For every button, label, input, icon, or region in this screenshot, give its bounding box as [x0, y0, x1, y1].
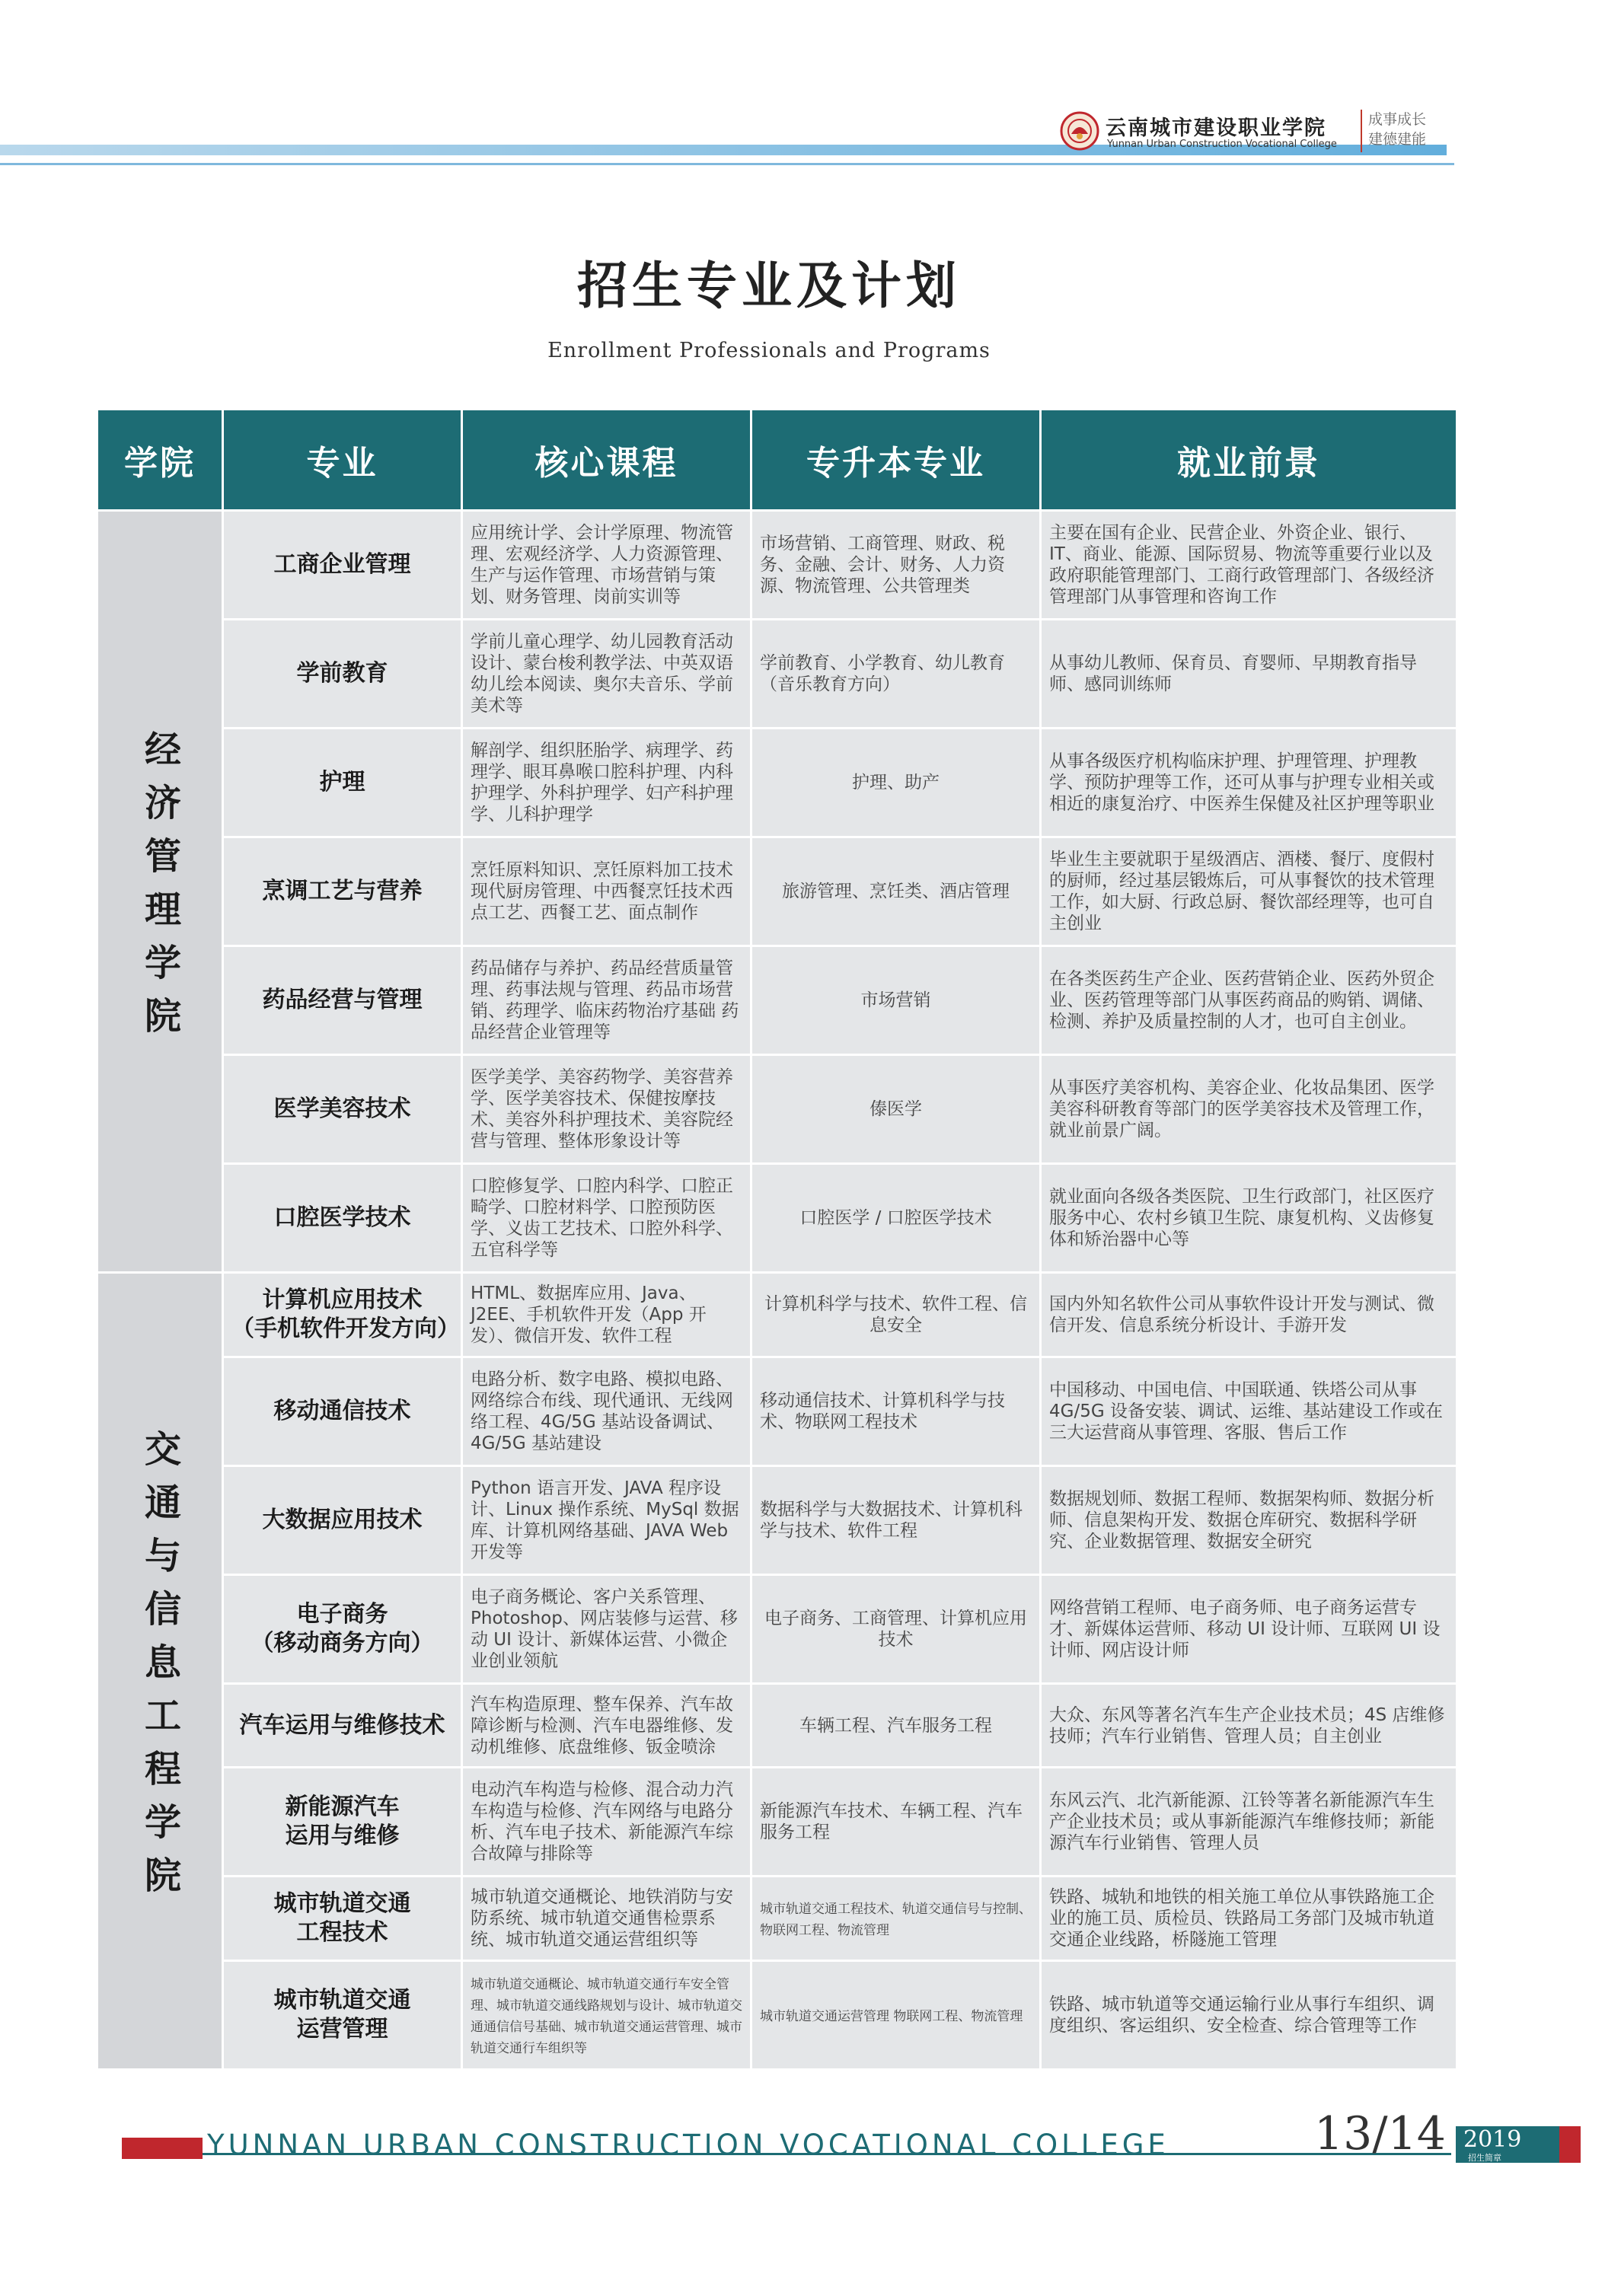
major-text: 城市轨道交通 运营管理: [273, 1986, 411, 2042]
footer-college-name: YUNNAN URBAN CONSTRUCTION VOCATIONAL COLLEGE: [207, 2129, 1169, 2161]
page-title: 招生专业及计划: [577, 257, 961, 315]
major-cell: [223, 1877, 462, 1960]
upgrade-major-cell: [751, 1055, 1041, 1164]
upgrade-major-cell: [751, 1683, 1041, 1767]
college-cell: [97, 511, 223, 1273]
college-logo-block: [1060, 108, 1456, 161]
upgrade-major-text: 新能源汽车技术、车辆工程、汽车服务工程: [760, 1801, 1023, 1843]
core-courses-cell: [462, 1465, 751, 1574]
major-text: 药品经营与管理: [262, 987, 423, 1014]
table-row: [97, 1357, 1457, 1465]
upgrade-major-text: 移动通信技术、计算机科学与技术、物联网工程技术: [760, 1390, 1005, 1432]
college-name-en: Yunnan Urban Construction Vocational College: [1107, 139, 1337, 150]
upgrade-major-cell: [751, 1574, 1041, 1683]
core-courses-text: 电子商务概论、客户关系管理、Photoshop、网店装修与运营、移动 UI 设计、新媒体运营、小微企业创业领航: [471, 1586, 738, 1671]
major-cell: [223, 1465, 462, 1574]
core-courses-cell: [462, 1574, 751, 1683]
career-prospects-text: 毕业生主要就职于星级酒店、酒楼、餐厅、度假村的厨师，经过基层锻炼后，可从事餐饮的技术管理工作，如大厨、行政总厨、餐饮部经理等，也可自主创业: [1049, 850, 1434, 934]
major-text: 医学美容技术: [273, 1095, 411, 1123]
career-prospects-cell: [1041, 511, 1457, 620]
core-courses-cell: [462, 837, 751, 946]
year-badge: [1456, 2126, 1559, 2163]
upgrade-major-cell: [751, 1357, 1041, 1465]
core-courses-text: 药品储存与养护、药品经营质量管理、药事法规与管理、药品市场营销、药理学、临床药物治疗基础 药品经营企业管理等: [471, 958, 739, 1043]
career-prospects-text: 从事各级医疗机构临床护理、护理管理、护理教学、预防护理等工作，还可从事与护理专业相关或相近的康复治疗、中医养生保健及社区护理等职业: [1049, 751, 1434, 815]
upgrade-major-text: 城市轨道交通运营管理 物联网工程、物流管理: [760, 2008, 1023, 2024]
career-prospects-text: 从事幼儿教师、保育员、育婴师、早期教育指导师、感同训练师: [1049, 653, 1417, 695]
core-courses-text: 城市轨道交通概论、地铁消防与安防系统、城市轨道交通售检票系统、城市轨道交通运营组织等: [471, 1887, 733, 1950]
header-rule: [0, 163, 1454, 165]
enrollment-table: [96, 408, 1458, 2071]
core-courses-text: 学前儿童心理学、幼儿园教育活动设计、蒙台梭利教学法、中英双语幼儿绘本阅读、奥尔夫音乐、学前美术等: [471, 632, 733, 716]
major-text: 学前教育: [296, 660, 388, 687]
core-courses-cell: [462, 1768, 751, 1877]
table-row: [97, 1683, 1457, 1767]
upgrade-major-text: 车辆工程、汽车服务工程: [799, 1715, 992, 1736]
major-text: 大数据应用技术: [262, 1506, 423, 1533]
table-row: [97, 1273, 1457, 1357]
upgrade-major-cell: [751, 946, 1041, 1055]
header-college: 学院: [97, 410, 223, 511]
major-text: 护理: [319, 769, 365, 796]
career-prospects-text: 数据规划师、数据工程师、数据架构师、数据分析师、信息架构开发、数据仓库研究、数据科学研究、企业数据管理、数据安全研究: [1049, 1488, 1434, 1551]
major-text: 工商企业管理: [273, 551, 411, 579]
upgrade-major-cell: [751, 1164, 1041, 1273]
upgrade-major-cell: [751, 511, 1041, 620]
career-prospects-text: 网络营销工程师、电子商务师、电子商务运营专才、新媒体运营师、移动 UI 设计师、互联网 UI 设计师、网店设计师: [1049, 1597, 1441, 1660]
year-value: 2019: [1463, 2126, 1522, 2153]
career-prospects-text: 东风云汽、北汽新能源、江铃等著名新能源汽车生产企业技术员；或从事新能源汽车维修技师；新能源汽车行业销售、管理人员: [1049, 1791, 1434, 1854]
core-courses-text: 电动汽车构造与检修、混合动力汽车构造与检修、汽车网络与电路分析、汽车电子技术、新能源汽车综合故障与排除等: [471, 1780, 733, 1864]
motto-line-1: 成事成长: [1368, 111, 1427, 128]
career-prospects-cell: [1041, 946, 1457, 1055]
major-text: 烹调工艺与营养: [262, 878, 423, 905]
core-courses-cell: [462, 1960, 751, 2069]
upgrade-major-text: 口腔医学 / 口腔医学技术: [799, 1208, 992, 1229]
table-row: [97, 729, 1457, 837]
upgrade-major-text: 计算机科学与技术、软件工程、信息安全: [764, 1293, 1027, 1335]
core-courses-cell: [462, 1357, 751, 1465]
career-prospects-cell: [1041, 1768, 1457, 1877]
upgrade-major-cell: [751, 1273, 1041, 1357]
upgrade-major-text: 傣医学: [870, 1099, 922, 1120]
core-courses-text: 城市轨道交通概论、城市轨道交通行车安全管理、城市轨道交通线路规划与设计、城市轨道交通通信信号基础、城市轨道交通运营管理、城市轨道交通行车组织等: [471, 1976, 742, 2056]
core-courses-text: HTML、数据库应用、Java、J2EE、手机软件开发（App 开发）、微信开发、软件工程: [471, 1283, 707, 1346]
page-number: 13/14: [1314, 2107, 1446, 2160]
major-text: 城市轨道交通 工程技术: [273, 1890, 411, 1947]
upgrade-major-text: 市场营销、工商管理、财政、税务、金融、会计、财务、人力资源、物流管理、公共管理类: [760, 534, 1005, 597]
college-name: 经济管理学院: [138, 730, 181, 1051]
career-prospects-text: 就业面向各级各类医院、卫生行政部门，社区医疗服务中心、农村乡镇卫生院、康复机构、义齿修复体和矫治器中心等: [1049, 1187, 1434, 1250]
major-text: 移动通信技术: [273, 1397, 411, 1424]
core-courses-text: 电路分析、数字电路、模拟电路、网络综合布线、现代通讯、无线网络工程、4G/5G 基站设备调试、4G/5G 基站建设: [471, 1369, 733, 1453]
major-cell: [223, 1768, 462, 1877]
major-cell: [223, 1574, 462, 1683]
career-prospects-text: 铁路、城市轨道等交通运输行业从事行车组织、调度组织、客运组织、安全检查、综合管理等工作: [1049, 1994, 1434, 2036]
college-emblem-icon: [1060, 111, 1099, 151]
major-text: 新能源汽车 运用与维修: [285, 1794, 400, 1850]
upgrade-major-text: 数据科学与大数据技术、计算机科学与技术、软件工程: [760, 1499, 1023, 1541]
major-cell: [223, 1273, 462, 1357]
career-prospects-cell: [1041, 1960, 1457, 2069]
major-cell: [223, 620, 462, 729]
upgrade-major-text: 电子商务、工商管理、计算机应用技术: [764, 1608, 1027, 1650]
career-prospects-text: 中国移动、中国电信、中国联通、铁塔公司从事4G/5G 设备安装、调试、运维、基站建设工作或在三大运营商从事管理、客服、售后工作: [1049, 1379, 1443, 1443]
career-prospects-cell: [1041, 1273, 1457, 1357]
core-courses-cell: [462, 1683, 751, 1767]
footer-red-block: [122, 2138, 203, 2159]
major-cell: [223, 837, 462, 946]
table-row: [97, 1465, 1457, 1574]
upgrade-major-cell: [751, 620, 1041, 729]
college-name-cn: 云南城市建设职业学院: [1106, 116, 1326, 140]
core-courses-cell: [462, 1877, 751, 1960]
upgrade-major-cell: [751, 1465, 1041, 1574]
table-row: [97, 1055, 1457, 1164]
major-cell: [223, 1960, 462, 2069]
motto-line-2: 建德建能: [1368, 131, 1427, 148]
major-cell: [223, 1164, 462, 1273]
core-courses-cell: [462, 620, 751, 729]
upgrade-major-text: 护理、助产: [852, 773, 940, 793]
upgrade-major-text: 学前教育、小学教育、幼儿教育（音乐教育方向）: [760, 653, 1005, 695]
core-courses-text: 解剖学、组织胚胎学、病理学、药理学、眼耳鼻喉口腔科护理、内科护理学、外科护理学、妇产科护理学、儿科护理学: [471, 741, 733, 825]
career-prospects-text: 国内外知名软件公司从事软件设计开发与测试、微信开发、信息系统分析设计、手游开发: [1049, 1293, 1434, 1335]
upgrade-major-cell: [751, 1960, 1041, 2069]
header-career-prospects: 就业前景: [1041, 410, 1457, 511]
career-prospects-cell: [1041, 620, 1457, 729]
upgrade-major-text: 城市轨道交通工程技术、轨道交通信号与控制、物联网工程、物流管理: [760, 1902, 1032, 1939]
core-courses-text: 应用统计学、会计学原理、物流管理、宏观经济学、人力资源管理、生产与运作管理、市场营销与策划、财务管理、岗前实训等: [471, 523, 733, 607]
logo-divider: [1361, 110, 1362, 152]
career-prospects-cell: [1041, 1877, 1457, 1960]
table-row: [97, 1574, 1457, 1683]
core-courses-cell: [462, 1164, 751, 1273]
table-row: [97, 1768, 1457, 1877]
major-cell: [223, 511, 462, 620]
career-prospects-cell: [1041, 837, 1457, 946]
core-courses-cell: [462, 1055, 751, 1164]
upgrade-major-cell: [751, 729, 1041, 837]
header-upgrade-majors: 专升本专业: [751, 410, 1041, 511]
table-row: [97, 1960, 1457, 2069]
core-courses-text: Python 语言开发、JAVA 程序设计、Linux 操作系统、MySql 数据库、计算机网络基础、JAVA Web 开发等: [471, 1478, 739, 1562]
table-row: [97, 837, 1457, 946]
upgrade-major-text: 旅游管理、烹饪类、酒店管理: [782, 882, 1010, 902]
core-courses-cell: [462, 1273, 751, 1357]
major-text: 汽车运用与维修技术: [239, 1711, 445, 1739]
table-row: [97, 511, 1457, 620]
career-prospects-cell: [1041, 1465, 1457, 1574]
career-prospects-cell: [1041, 1357, 1457, 1465]
career-prospects-text: 主要在国有企业、民营企业、外资企业、银行、IT、商业、能源、国际贸易、物流等重要行业以及政府职能管理部门、工商行政管理部门、各级经济管理部门从事管理和咨询工作: [1049, 523, 1434, 607]
college-name: 交通与信息工程学院: [138, 1430, 181, 1910]
table-row: [97, 1877, 1457, 1960]
header-major: 专业: [223, 410, 462, 511]
page-subtitle: Enrollment Professionals and Programs: [547, 339, 991, 362]
core-courses-text: 医学美学、美容药物学、美容营养学、医学美容技术、保健按摩技术、美容外科护理技术、美容院经营与管理、整体形象设计等: [471, 1067, 733, 1152]
table-row: [97, 946, 1457, 1055]
career-prospects-cell: [1041, 1055, 1457, 1164]
upgrade-major-cell: [751, 837, 1041, 946]
core-courses-text: 烹饪原料知识、烹饪原料加工技术现代厨房管理、中西餐烹饪技术西点工艺、西餐工艺、面点制作: [471, 860, 733, 923]
major-cell: [223, 1055, 462, 1164]
career-prospects-text: 从事医疗美容机构、美容企业、化妆品集团、医学美容科研教育等部门的医学美容技术及管理工作，就业前景广阔。: [1049, 1078, 1434, 1141]
footer-year-red-block: [1559, 2126, 1581, 2163]
core-courses-text: 汽车构造原理、整车保养、汽车故障诊断与检测、汽车电器维修、发动机维修、底盘维修、钣金喷涂: [471, 1694, 733, 1757]
career-prospects-text: 在各类医药生产企业、医药营销企业、医药外贸企业、医药管理等部门从事医药商品的购销、调储、检测、养护及质量控制的人才，也可自主创业。: [1049, 969, 1434, 1032]
core-courses-cell: [462, 511, 751, 620]
career-prospects-text: 铁路、城轨和地铁的相关施工单位从事铁路施工企业的施工员、质检员、铁路局工务部门及城市轨道交通企业线路，桥隧施工管理: [1049, 1887, 1434, 1950]
career-prospects-text: 大众、东风等著名汽车生产企业技术员；4S 店维修技师；汽车行业销售、管理人员；自主创业: [1049, 1704, 1445, 1746]
major-text: 口腔医学技术: [273, 1204, 411, 1232]
major-cell: [223, 729, 462, 837]
college-cell: [97, 1273, 223, 2070]
major-cell: [223, 1683, 462, 1767]
core-courses-cell: [462, 729, 751, 837]
major-cell: [223, 1357, 462, 1465]
core-courses-cell: [462, 946, 751, 1055]
career-prospects-cell: [1041, 729, 1457, 837]
career-prospects-cell: [1041, 1683, 1457, 1767]
major-text: 计算机应用技术 （手机软件开发方向）: [231, 1286, 460, 1342]
upgrade-major-cell: [751, 1877, 1041, 1960]
table-row: [97, 620, 1457, 729]
core-courses-text: 口腔修复学、口腔内科学、口腔正畸学、口腔材料学、口腔预防医学、义齿工艺技术、口腔外科学、五官科学等: [471, 1176, 733, 1261]
upgrade-major-text: 市场营销: [860, 990, 931, 1011]
career-prospects-cell: [1041, 1574, 1457, 1683]
major-text: 电子商务 （移动商务方向）: [250, 1600, 434, 1657]
year-label: 招生简章: [1468, 2153, 1501, 2163]
table-row: [97, 1164, 1457, 1273]
table-header-row: [97, 410, 1457, 511]
upgrade-major-cell: [751, 1768, 1041, 1877]
career-prospects-cell: [1041, 1164, 1457, 1273]
college-motto: [1368, 110, 1426, 149]
header-core-courses: 核心课程: [462, 410, 751, 511]
major-cell: [223, 946, 462, 1055]
